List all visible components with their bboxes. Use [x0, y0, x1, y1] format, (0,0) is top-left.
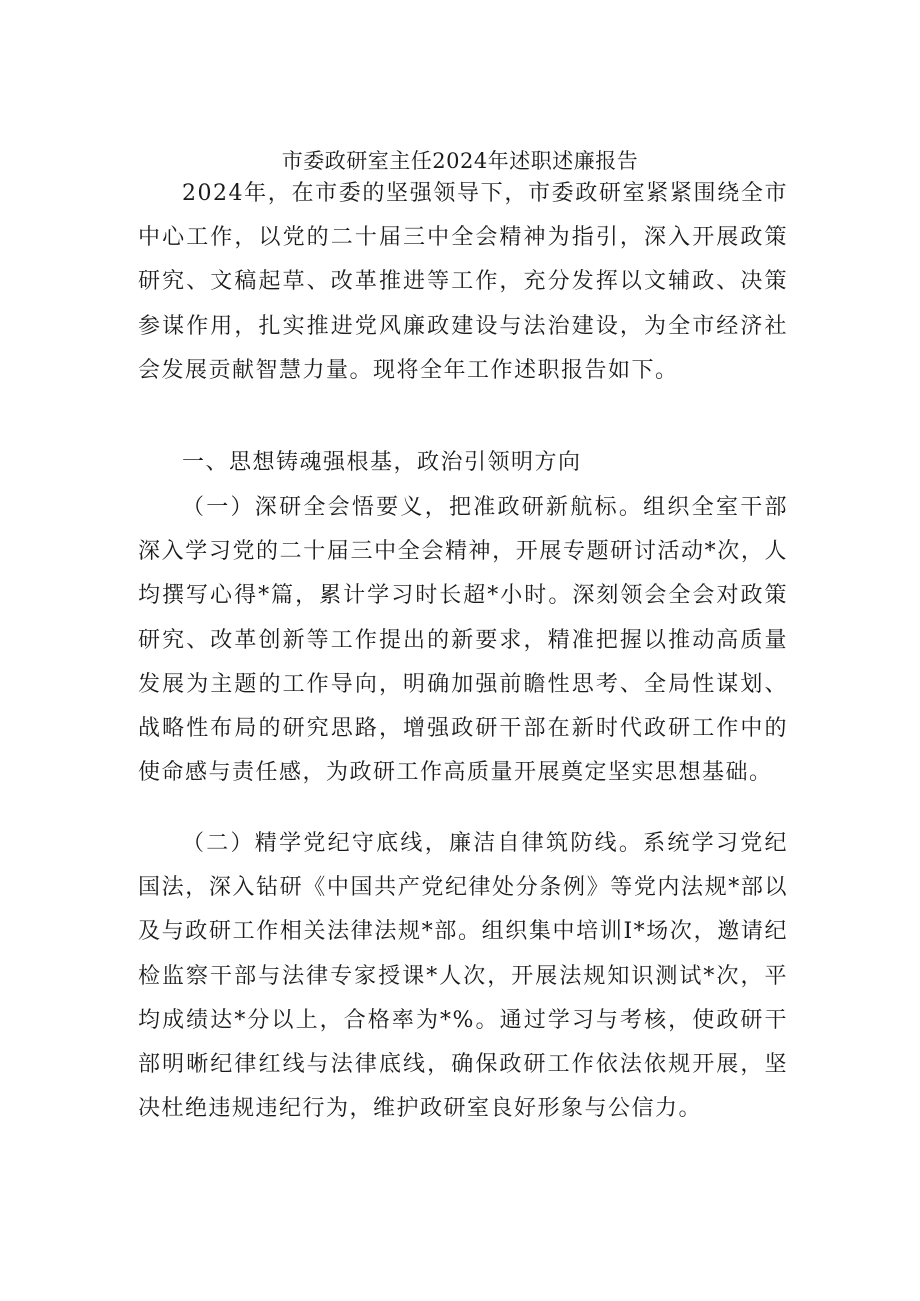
item-2-block — [138, 822, 788, 1131]
intro-paragraph: 2024年，在市委的坚强领导下，市委政研室紧紧围绕全市中心工作，以党的二十届三中全会精神为指引，深入开展政策研究、文稿起草、改革推进等工作，充分发挥以文辅政、决策参谋作用，扎实推进党风廉政建设与法治建设，为全市经济社会发展贡献智慧力量。现将全年工作述职报告如下。 — [138, 181, 788, 383]
section-1-heading: 一、思想铸魂强根基，政治引领明方向 — [182, 450, 582, 475]
section-heading-block — [138, 441, 788, 485]
item-2-paragraph: （二）精学党纪守底线，廉洁自律筑防线。系统学习党纪国法，深入钻研《中国共产党纪律处分条例》等党内法规*部以及与政研工作相关法律法规*部。组织集中培训I*场次，邀请纪检监察干部与法律专家授课*人次，开展法规知识测试*次，平均成绩达*分以上，合格率为*%。通过学习与考核，使政研干部明晰纪律红线与法律底线，确保政研工作依法依规开展，坚决杜绝违规违纪行为，维护政研室良好形象与公信力。 — [138, 831, 788, 1122]
document-title: 市委政研室主任2024年述职述廉报告 — [281, 149, 639, 173]
item-1-block — [138, 486, 788, 795]
intro-paragraph-block — [138, 172, 788, 393]
item-1-paragraph: （一）深研全会悟要义，把准政研新航标。组织全室干部深入学习党的二十届三中全会精神，开展专题研讨活动*次，人均撰写心得*篇，累计学习时长超*小时。深刻领会全会对政策研究、改革创新等工作提出的新要求，精准把握以推动高质量发展为主题的工作导向，明确加强前瞻性思考、全局性谋划、战略性布局的研究思路，增强政研干部在新时代政研工作中的使命感与责任感，为政研工作高质量开展奠定坚实思想基础。 — [138, 495, 788, 786]
